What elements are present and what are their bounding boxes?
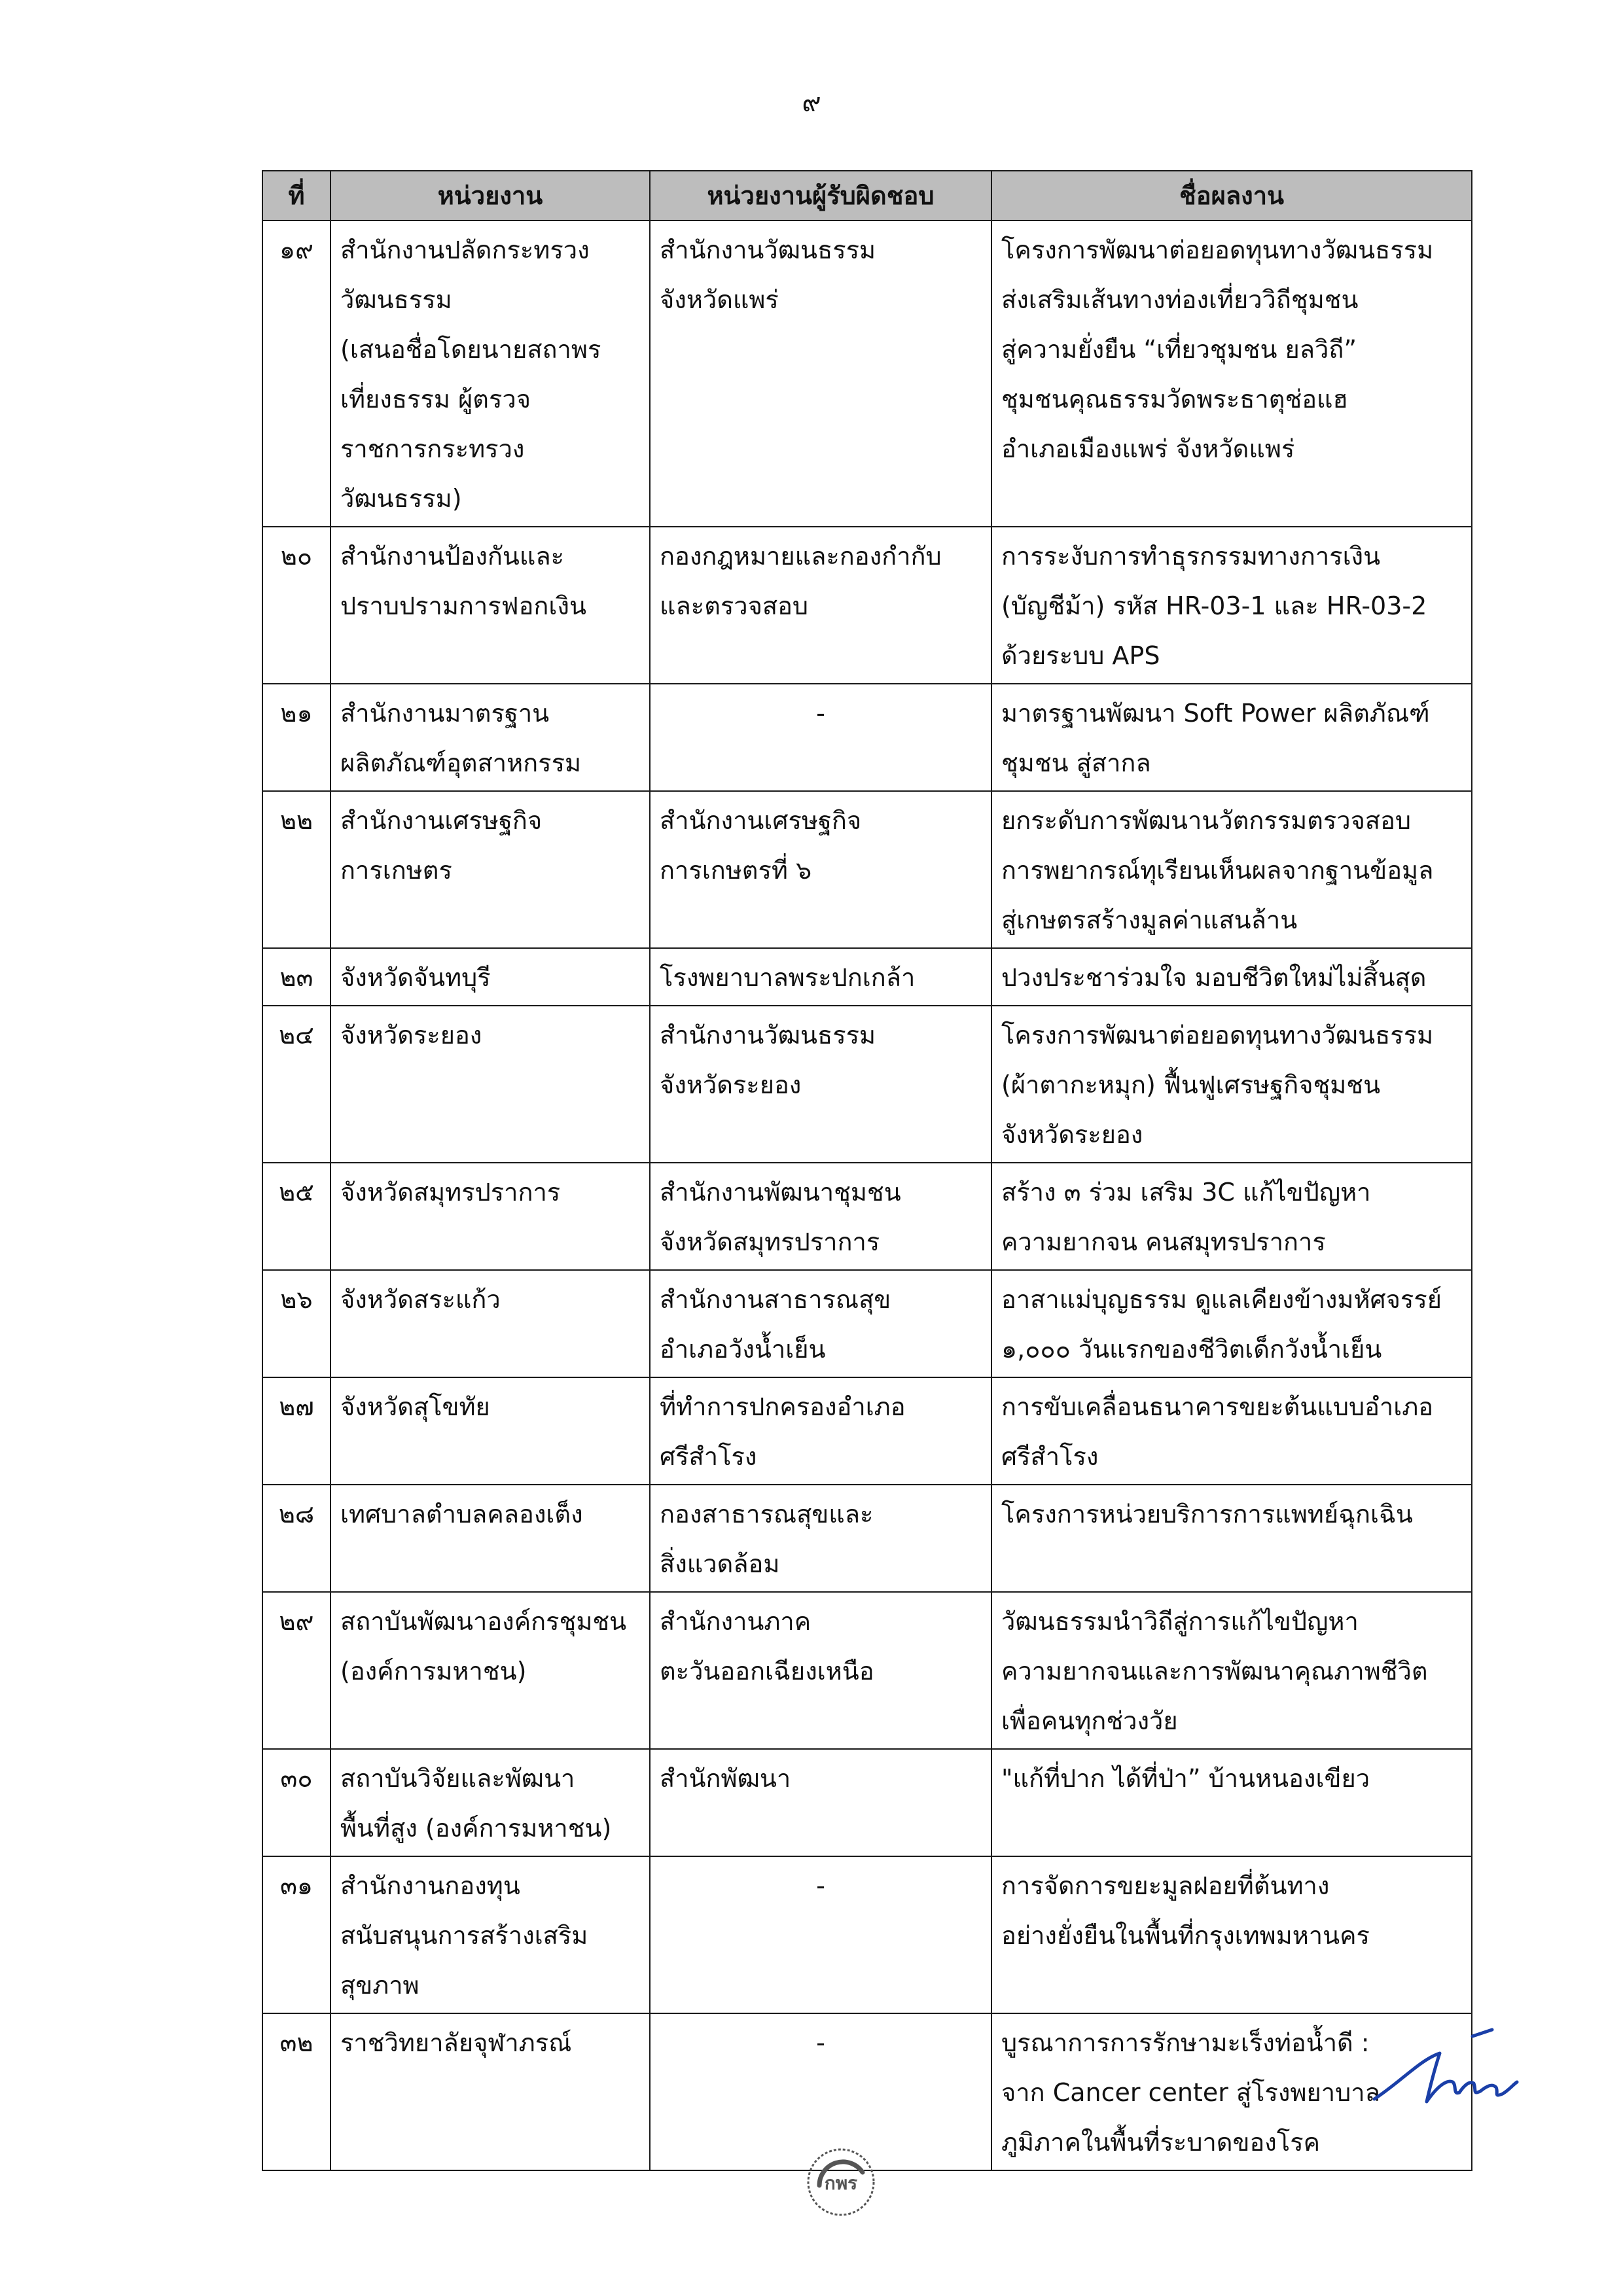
agency-cell: [330, 1006, 650, 1163]
work-title-cell-line: การขับเคลื่อนธนาคารขยะต้นแบบอำเภอ: [1001, 1392, 1434, 1421]
work-title-cell: [991, 948, 1472, 1006]
agency-logo: [805, 2146, 877, 2218]
work-title-cell-line: ส่งเสริมเส้นทางท่องเที่ยววิถีชุมชน: [1001, 285, 1359, 314]
work-title-cell-line: บูรณาการการรักษามะเร็งท่อน้ำดี :: [1001, 2028, 1370, 2057]
responsible-cell: [650, 684, 991, 791]
row-number: ๓๐: [262, 1749, 330, 1856]
responsible-cell: [650, 1592, 991, 1749]
row-number: ๓๒: [262, 2013, 330, 2170]
agency-cell-line: จังหวัดจันทบุรี: [340, 963, 491, 992]
responsible-cell-line: -: [816, 2028, 825, 2057]
responsible-cell-line: สำนักงานพัฒนาชุมชน: [660, 1178, 901, 1207]
work-title-cell-line: สู่เกษตรสร้างมูลค่าแสนล้าน: [1001, 906, 1298, 934]
responsible-cell-line: จังหวัดแพร่: [660, 285, 779, 314]
header-num: ที่: [262, 171, 330, 221]
responsible-cell-line: สำนักงานสาธารณสุข: [660, 1285, 891, 1314]
agency-cell: [330, 1485, 650, 1592]
agency-cell-line: สำนักงานป้องกันและ: [340, 542, 565, 571]
agency-cell-line: เทศบาลตำบลคลองเต็ง: [340, 1500, 583, 1528]
responsible-cell-line: สำนักงานวัฒนธรรม: [660, 236, 876, 264]
work-title-cell-line: ด้วยระบบ APS: [1001, 641, 1160, 670]
agency-cell-line: จังหวัดสระแก้ว: [340, 1285, 501, 1314]
responsible-cell-line: ที่ทำการปกครองอำเภอ: [660, 1392, 906, 1421]
responsible-cell-line: จังหวัดสมุทรปราการ: [660, 1227, 880, 1256]
agency-cell-line: จังหวัดสมุทรปราการ: [340, 1178, 561, 1207]
work-title-cell-line: มาตรฐานพัฒนา Soft Power ผลิตภัณฑ์: [1001, 699, 1430, 728]
table-row: [262, 1749, 1472, 1856]
work-title-cell-line: ปวงประชาร่วมใจ มอบชีวิตใหม่ไม่สิ้นสุด: [1001, 963, 1427, 992]
agency-cell-line: สถาบันพัฒนาองค์กรชุมชน: [340, 1607, 627, 1636]
page-number: ๙: [802, 88, 821, 118]
row-number: ๒๘: [262, 1485, 330, 1592]
work-title-cell: [991, 1163, 1472, 1270]
work-title-cell: [991, 1006, 1472, 1163]
work-title-cell-line: โครงการพัฒนาต่อยอดทุนทางวัฒนธรรม: [1001, 1021, 1434, 1050]
agency-cell: [330, 1856, 650, 2013]
agency-cell-line: พื้นที่สูง (องค์การมหาชน): [340, 1814, 612, 1843]
responsible-cell: [650, 1163, 991, 1270]
row-number: ๒๑: [262, 684, 330, 791]
table-row: [262, 221, 1472, 527]
work-title-cell: [991, 791, 1472, 948]
responsible-cell: [650, 1270, 991, 1377]
responsible-cell-line: โรงพยาบาลพระปกเกล้า: [660, 963, 916, 992]
work-title-cell-line: สร้าง ๓ ร่วม เสริม 3C แก้ไขปัญหา: [1001, 1178, 1371, 1207]
work-title-cell: [991, 221, 1472, 527]
work-title-cell: [991, 684, 1472, 791]
row-number: ๒๙: [262, 1592, 330, 1749]
responsible-cell-line: ตะวันออกเฉียงเหนือ: [660, 1657, 874, 1686]
responsible-cell-line: ศรีสำโรง: [660, 1442, 757, 1471]
work-title-cell: [991, 1749, 1472, 1856]
responsible-cell-line: สิ่งแวดล้อม: [660, 1549, 780, 1578]
agency-cell: [330, 1592, 650, 1749]
agency-cell-line: จังหวัดสุโขทัย: [340, 1392, 490, 1421]
work-title-cell-line: "แก้ที่ปาก ได้ที่ป่า” บ้านหนองเขียว: [1001, 1764, 1370, 1793]
responsible-cell-line: สำนักพัฒนา: [660, 1764, 791, 1793]
row-number: ๒๗: [262, 1377, 330, 1485]
work-title-cell-line: อาสาแม่บุญธรรม ดูแลเคียงข้างมหัศจรรย์: [1001, 1285, 1442, 1314]
responsible-cell-line: กองสาธารณสุขและ: [660, 1500, 874, 1528]
table-row: [262, 1485, 1472, 1592]
table-row: [262, 948, 1472, 1006]
row-number: ๓๑: [262, 1856, 330, 2013]
work-title-cell-line: สู่ความยั่งยืน “เที่ยวชุมชน ยลวิถี”: [1001, 335, 1357, 364]
responsible-cell-line: สำนักงานวัฒนธรรม: [660, 1021, 876, 1050]
work-title-cell-line: ความยากจน คนสมุทรปราการ: [1001, 1227, 1326, 1256]
agency-cell: [330, 1163, 650, 1270]
work-title-cell: [991, 1377, 1472, 1485]
results-table: [262, 170, 1472, 2171]
row-number: ๒๔: [262, 1006, 330, 1163]
agency-cell-line: ปราบปรามการฟอกเงิน: [340, 592, 586, 620]
agency-cell-line: เที่ยงธรรม ผู้ตรวจ: [340, 385, 531, 414]
work-title-cell-line: อย่างยั่งยืนในพื้นที่กรุงเทพมหานคร: [1001, 1921, 1370, 1950]
agency-cell-line: (องค์การมหาชน): [340, 1657, 527, 1686]
table-header-row: [262, 171, 1472, 221]
responsible-cell: [650, 1006, 991, 1163]
work-title-cell-line: ชุมชนคุณธรรมวัดพระธาตุช่อแฮ: [1001, 385, 1348, 414]
work-title-cell-line: ความยากจนและการพัฒนาคุณภาพชีวิต: [1001, 1657, 1428, 1686]
table-row: [262, 1592, 1472, 1749]
work-title-cell-line: เพื่อคนทุกช่วงวัย: [1001, 1706, 1178, 1735]
header-agency: หน่วยงาน: [330, 171, 650, 221]
responsible-cell: [650, 527, 991, 684]
table-row: [262, 684, 1472, 791]
agency-cell: [330, 221, 650, 527]
header-responsible: หน่วยงานผู้รับผิดชอบ: [650, 171, 991, 221]
work-title-cell: [991, 1856, 1472, 2013]
work-title-cell-line: จาก Cancer center สู่โรงพยาบาล: [1001, 2078, 1380, 2107]
row-number: ๒๐: [262, 527, 330, 684]
responsible-cell-line: สำนักงานเศรษฐกิจ: [660, 806, 862, 835]
table-body: [262, 221, 1472, 2170]
work-title-cell-line: ศรีสำโรง: [1001, 1442, 1099, 1471]
work-title-cell-line: (ผ้าตากะหมุก) ฟื้นฟูเศรษฐกิจชุมชน: [1001, 1070, 1381, 1099]
agency-cell-line: สนับสนุนการสร้างเสริม: [340, 1921, 588, 1950]
work-title-cell: [991, 527, 1472, 684]
signature: [1361, 2022, 1525, 2120]
work-title-cell-line: ชุมชน สู่สากล: [1001, 749, 1151, 777]
responsible-cell: [650, 1377, 991, 1485]
responsible-cell: [650, 791, 991, 948]
agency-cell-line: สำนักงานเศรษฐกิจ: [340, 806, 543, 835]
table-row: [262, 1377, 1472, 1485]
table-row: [262, 527, 1472, 684]
work-title-cell-line: โครงการหน่วยบริการการแพทย์ฉุกเฉิน: [1001, 1500, 1413, 1528]
table-row: [262, 1856, 1472, 2013]
agency-cell-line: ราชวิทยาลัยจุฬาภรณ์: [340, 2028, 572, 2057]
work-title-cell: [991, 1592, 1472, 1749]
agency-cell: [330, 948, 650, 1006]
work-title-cell-line: การจัดการขยะมูลฝอยที่ต้นทาง: [1001, 1871, 1330, 1900]
table-row: [262, 791, 1472, 948]
agency-cell-line: การเกษตร: [340, 856, 452, 885]
responsible-cell: [650, 1856, 991, 2013]
work-title-cell-line: การพยากรณ์ทุเรียนเห็นผลจากฐานข้อมูล: [1001, 856, 1434, 885]
responsible-cell-line: จังหวัดระยอง: [660, 1070, 802, 1099]
responsible-cell-line: การเกษตรที่ ๖: [660, 856, 812, 885]
agency-cell-line: ผลิตภัณฑ์อุตสาหกรรม: [340, 749, 582, 777]
agency-cell: [330, 1377, 650, 1485]
responsible-cell-line: สำนักงานภาค: [660, 1607, 812, 1636]
agency-cell-line: จังหวัดระยอง: [340, 1021, 482, 1050]
responsible-cell: [650, 221, 991, 527]
table-row: [262, 1163, 1472, 1270]
responsible-cell-line: กองกฎหมายและกองกำกับ: [660, 542, 942, 571]
work-title-cell-line: (บัญชีม้า) รหัส HR-03-1 และ HR-03-2: [1001, 592, 1427, 620]
work-title-cell: [991, 1485, 1472, 1592]
agency-cell-line: (เสนอชื่อโดยนายสถาพร: [340, 335, 601, 364]
agency-cell: [330, 1270, 650, 1377]
table-row: [262, 1006, 1472, 1163]
table-row: [262, 1270, 1472, 1377]
agency-cell-line: ราชการกระทรวง: [340, 434, 525, 463]
responsible-cell-line: -: [816, 699, 825, 728]
responsible-cell: [650, 1485, 991, 1592]
agency-cell-line: สำนักงานมาตรฐาน: [340, 699, 550, 728]
work-title-cell-line: วัฒนธรรมนำวิถีสู่การแก้ไขปัญหา: [1001, 1607, 1359, 1636]
work-title-cell-line: อำเภอเมืองแพร่ จังหวัดแพร่: [1001, 434, 1295, 463]
responsible-cell-line: -: [816, 1871, 825, 1900]
row-number: ๒๕: [262, 1163, 330, 1270]
agency-cell: [330, 527, 650, 684]
responsible-cell: [650, 948, 991, 1006]
row-number: ๒๒: [262, 791, 330, 948]
agency-cell: [330, 684, 650, 791]
responsible-cell: [650, 1749, 991, 1856]
row-number: ๒๓: [262, 948, 330, 1006]
work-title-cell-line: ภูมิภาคในพื้นที่ระบาดของโรค: [1001, 2128, 1321, 2157]
responsible-cell-line: และตรวจสอบ: [660, 592, 809, 620]
agency-cell: [330, 1749, 650, 1856]
agency-cell-line: สำนักงานกองทุน: [340, 1871, 520, 1900]
work-title-cell-line: ยกระดับการพัฒนานวัตกรรมตรวจสอบ: [1001, 806, 1412, 835]
row-number: ๑๙: [262, 221, 330, 527]
agency-cell-line: สถาบันวิจัยและพัฒนา: [340, 1764, 575, 1793]
svg-text:กพร: กพร: [824, 2172, 858, 2194]
agency-cell-line: วัฒนธรรม: [340, 285, 452, 314]
row-number: ๒๖: [262, 1270, 330, 1377]
work-title-cell-line: การระงับการทำธุรกรรมทางการเงิน: [1001, 542, 1381, 571]
work-title-cell: [991, 1270, 1472, 1377]
agency-cell-line: สุขภาพ: [340, 1971, 419, 2000]
work-title-cell-line: ๑,๐๐๐ วันแรกของชีวิตเด็กวังน้ำเย็น: [1001, 1335, 1382, 1364]
responsible-cell-line: อำเภอวังน้ำเย็น: [660, 1335, 826, 1364]
agency-cell: [330, 2013, 650, 2170]
work-title-cell-line: โครงการพัฒนาต่อยอดทุนทางวัฒนธรรม: [1001, 236, 1434, 264]
agency-cell-line: วัฒนธรรม): [340, 484, 462, 513]
header-work: ชื่อผลงาน: [991, 171, 1472, 221]
agency-cell: [330, 791, 650, 948]
agency-cell-line: สำนักงานปลัดกระทรวง: [340, 236, 590, 264]
work-title-cell-line: จังหวัดระยอง: [1001, 1120, 1143, 1149]
